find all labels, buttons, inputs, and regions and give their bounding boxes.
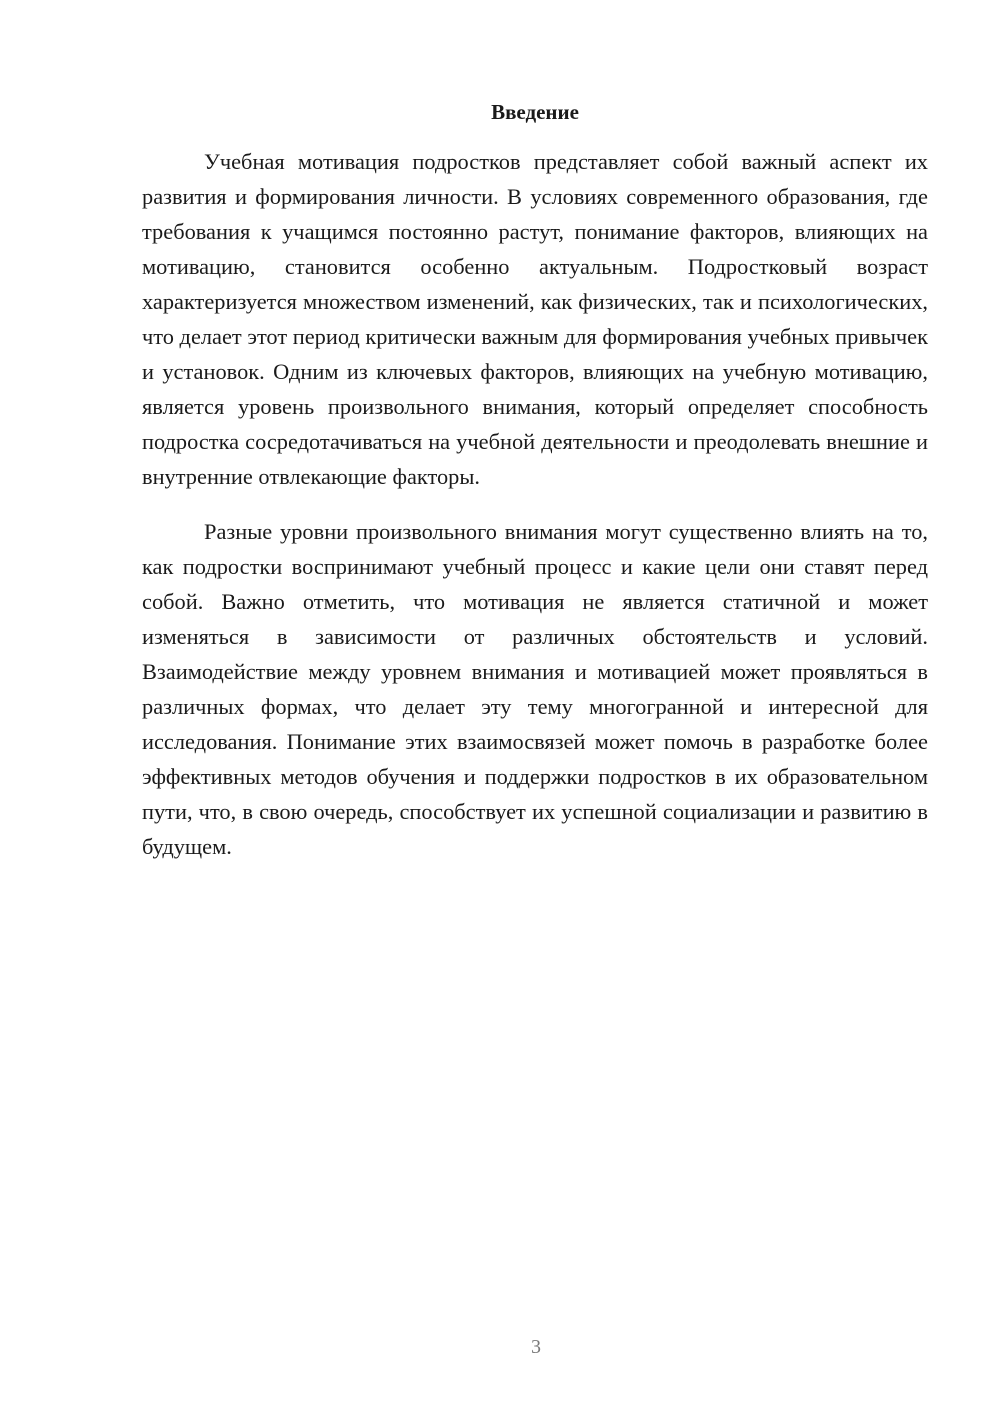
- paragraph-2: Разные уровни произвольного внимания могут существенно влиять на то, как подростки воспринимают учебный процесс и какие цели они ставят перед собой. Важно отметить, что мотивация не является статичной и может изменяться в зависимости от различных обстоятельств и условий. Взаимодействие между уровнем внимания и мотивацией может проявляться в различных формах, что делает эту тему многогранной и интересной для исследования. Понимание этих взаимосвязей может помочь в разработке более эффективных методов обучения и поддержки подростков в их образовательном пути, что, в свою очередь, способствует их успешной социализации и развитию в будущем.: [142, 519, 928, 859]
- paragraph-1: Учебная мотивация подростков представляет собой важный аспект их развития и формирования личности. В условиях современного образования, где требования к учащимся постоянно растут, понимание факторов, влияющих на мотивацию, становится особенно актуальным. Подростковый возраст характеризуется множеством изменений, как физических, так и психологических, что делает этот период критически важным для формирования учебных привычек и установок. Одним из ключевых факторов, влияющих на учебную мотивацию, является уровень произвольного внимания, который определяет способность подростка сосредотачиваться на учебной деятельности и преодолевать внешние и внутренние отвлекающие факторы.: [142, 149, 928, 489]
- section-title: Введение: [491, 100, 579, 124]
- body-text: [142, 144, 928, 864]
- page-number: 3: [531, 1336, 541, 1358]
